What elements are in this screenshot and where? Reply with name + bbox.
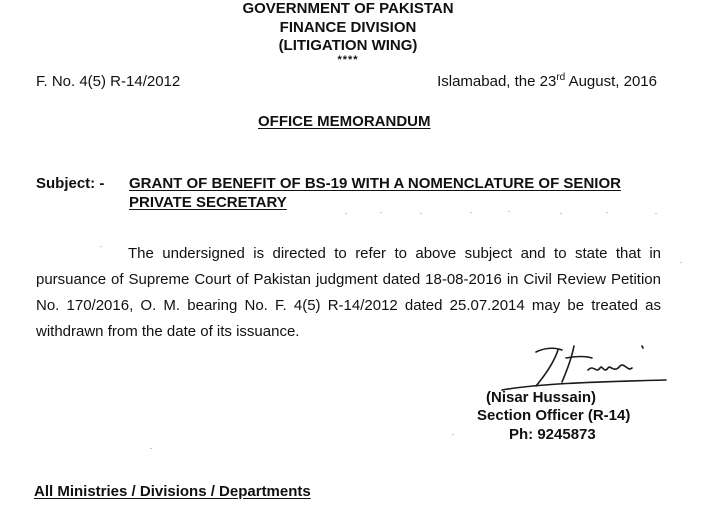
signatory-name: (Nisar Hussain) [486,389,597,406]
header-separator: **** [337,54,359,66]
scan-speck [470,212,472,213]
scan-speck [452,434,454,435]
memo-title: OFFICE MEMORANDUM [258,113,431,130]
scan-speck [345,213,347,214]
scan-speck [420,213,422,214]
file-number: F. No. 4(5) R-14/2012 [36,73,181,90]
subject-label: Subject: - [36,175,105,192]
date-suffix: August, 2016 [565,73,657,90]
header-wing: (LITIGATION WING) [278,37,418,54]
scan-speck [508,211,510,212]
addressee: All Ministries / Divisions / Departments [34,483,311,500]
scan-speck [100,246,102,247]
subject-line-1: GRANT OF BENEFIT OF BS-19 WITH A NOMENCLATURE OF SENIOR [129,175,621,192]
place-and-date [437,73,657,90]
scan-speck [606,212,608,213]
header-government: GOVERNMENT OF PAKISTAN [242,0,454,17]
signatory-designation: Section Officer (R-14) [477,407,631,424]
scan-speck [655,213,657,214]
scan-speck [560,213,562,214]
scan-speck [150,448,152,449]
date-prefix: Islamabad, the 23 [437,73,557,90]
memo-body-paragraph: The undersigned is directed to refer to above subject and to state that in pursuance of Supreme Court of Pakistan judgment dated 18-08-2016 in Civil Review Petition No. 170/2016, O. M. bearing No. F. 4(5) R-14/2012 dated 25.07.2014 may be treated as withdrawn from the date of its issuance. [36,245,661,340]
header-division: FINANCE DIVISION [279,19,417,36]
scan-speck [680,262,682,263]
subject-line-2: PRIVATE SECRETARY [129,194,287,211]
scan-speck [380,212,382,213]
date-ordinal-suffix: rd [556,72,566,83]
signatory-phone: Ph: 9245873 [509,426,596,443]
